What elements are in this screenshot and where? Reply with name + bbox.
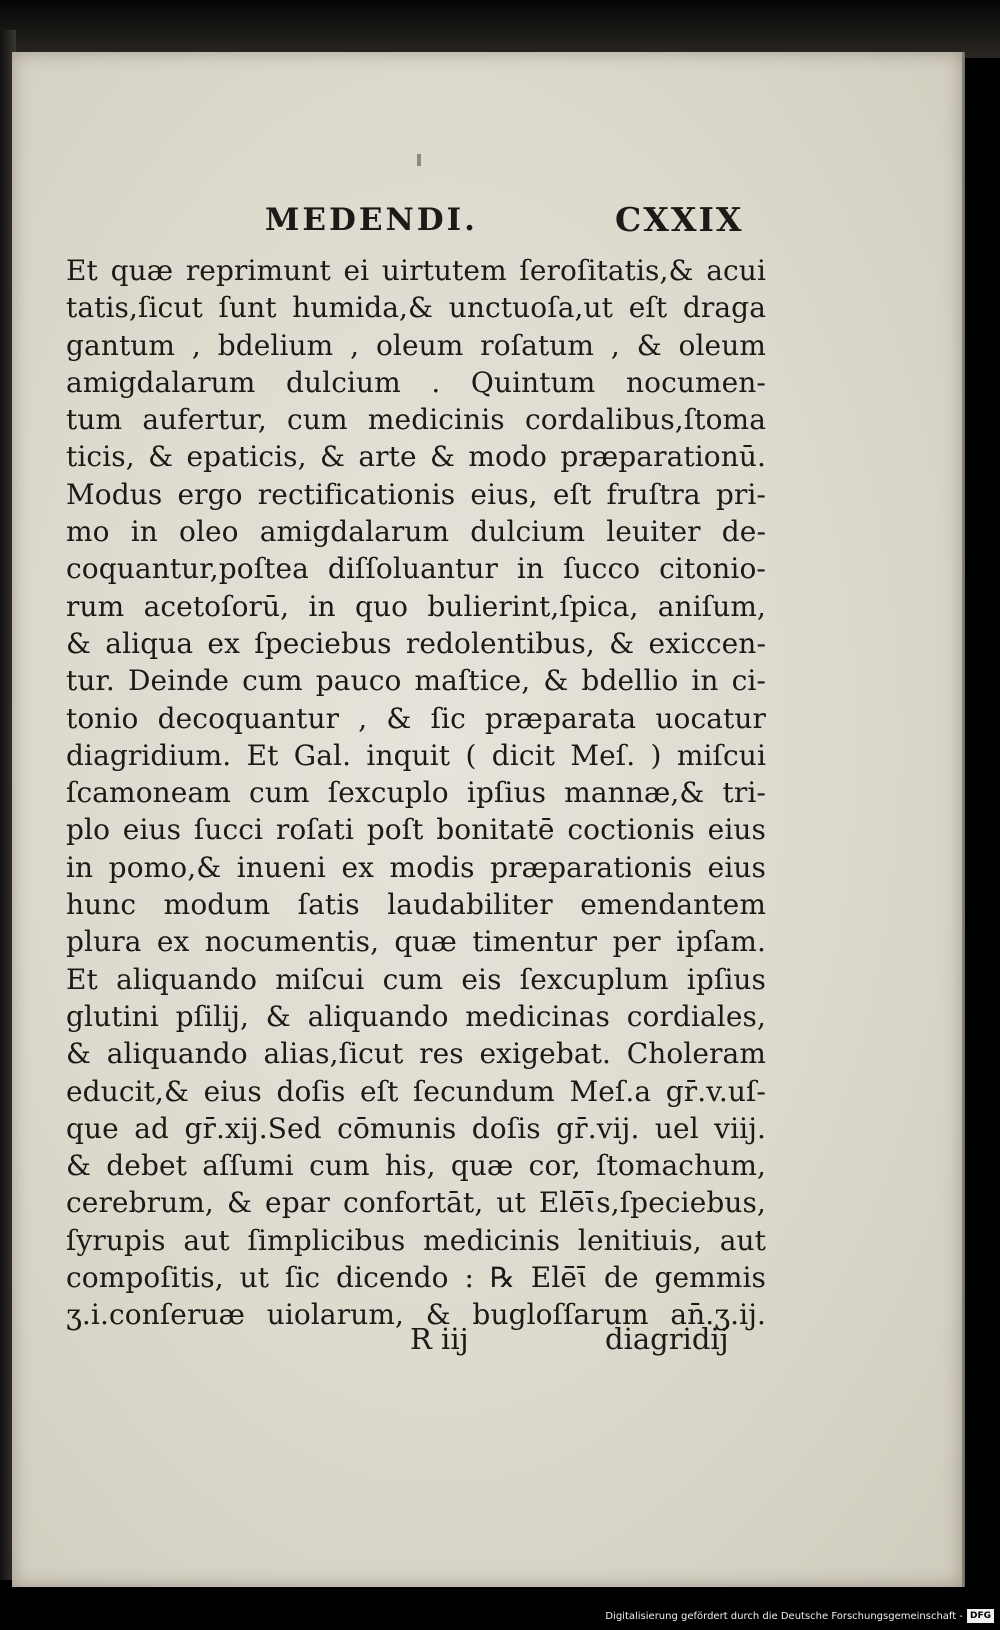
text-line: coquantur,poſtea diſſoluantur in ſucco citonio- <box>66 552 766 586</box>
page-footer <box>60 1318 750 1362</box>
text-line: Et aliquando miſcui cum eis ſexcuplum ipſius <box>66 962 766 996</box>
text-line: Modus ergo rectificationis eius, eſt fruſtra pri- <box>66 477 766 511</box>
credit-text: Digitalisierung gefördert durch die Deutsche Forschungsgemeinschaft - <box>605 1610 963 1622</box>
text-line: in pomo,& inueni ex modis præparationis eius <box>66 850 766 884</box>
text-line: compoſitis, ut ſic dicendo : ℞ Elē̄ɩ̄ de gemmis <box>66 1261 766 1295</box>
text-line: amigdalarum dulcium . Quintum nocumen- <box>66 365 766 399</box>
text-line: Et quæ reprimunt ei uirtutem ſeroſitatis,& acui <box>66 254 766 287</box>
text-line: mo in oleo amigdalarum dulcium leuiter de- <box>66 515 766 549</box>
text-line: tur. Deinde cum pauco maſtice, & bdellio in ci- <box>66 664 766 698</box>
text-line: diagridium. Et Gal. inquit ( dicit Meſ. ) miſcui <box>66 738 766 772</box>
running-head: MEDENDI. <box>265 202 478 238</box>
page-header <box>60 196 750 244</box>
text-line: tum aufertur, cum medicinis cordalibus,ſtoma <box>66 403 766 437</box>
text-line: glutini pſilij, & aliquando medicinas cordiales, <box>66 999 766 1033</box>
ink-speck <box>417 154 421 166</box>
text-line: educit,& eius doſis eſt ſecundum Meſ.a gr̄.v.uſ- <box>66 1074 766 1108</box>
text-line: que ad gr̄.xij.Sed cōmunis doſis gr̄.vij. uel viij. <box>66 1111 766 1145</box>
text-line: & debet aſſumi cum his, quæ cor, ſtomachum, <box>66 1149 766 1183</box>
text-line: ſyrupis aut ſimplicibus medicinis lenitiuis, aut <box>66 1223 766 1257</box>
text-line: tonio decoquantur , & ſic præparata uocatur <box>66 701 766 735</box>
catchword: diagridij <box>605 1322 729 1356</box>
text-line: tatis,ſicut ſunt humida,& unctuoſa,ut eſt draga <box>66 291 766 325</box>
dfg-logo-icon: DFG <box>967 1609 994 1623</box>
text-line: ticis, & epaticis, & arte & modo præparationū. <box>66 440 766 474</box>
text-line: gantum , bdelium , oleum roſatum , & oleum <box>66 328 766 362</box>
text-line: & aliqua ex ſpeciebus redolentibus, & exiccen- <box>66 626 766 660</box>
text-line: cerebrum, & epar confortāt, ut Elē̄ɩ̄s,ſpeciebus, <box>66 1186 766 1220</box>
body-text <box>66 252 766 1334</box>
text-line: ſcamoneam cum ſexcuplo ipſius mannæ,& tri- <box>66 776 766 810</box>
text-line: rum acetoſorū, in quo bulierint,ſpica, aniſum, <box>66 589 766 623</box>
folio-number: CXXIX <box>615 200 744 239</box>
text-line: & aliquando alias,ſicut res exigebat. Choleram <box>66 1037 766 1071</box>
text-line: plo eius ſucci roſati poſt bonitatē coctionis eius <box>66 813 766 847</box>
signature-mark: R iij <box>410 1322 469 1356</box>
digitization-credit <box>605 1606 994 1626</box>
text-line: plura ex nocumentis, quæ timentur per ipſam. <box>66 925 766 959</box>
text-line: ʒ.i.conſeruæ uiolarum, & bugloſſarum an̄.ʒ.ij. <box>66 1298 766 1332</box>
text-line: hunc modum ſatis laudabiliter emendantem <box>66 888 766 922</box>
book-cover-top <box>0 0 1000 58</box>
